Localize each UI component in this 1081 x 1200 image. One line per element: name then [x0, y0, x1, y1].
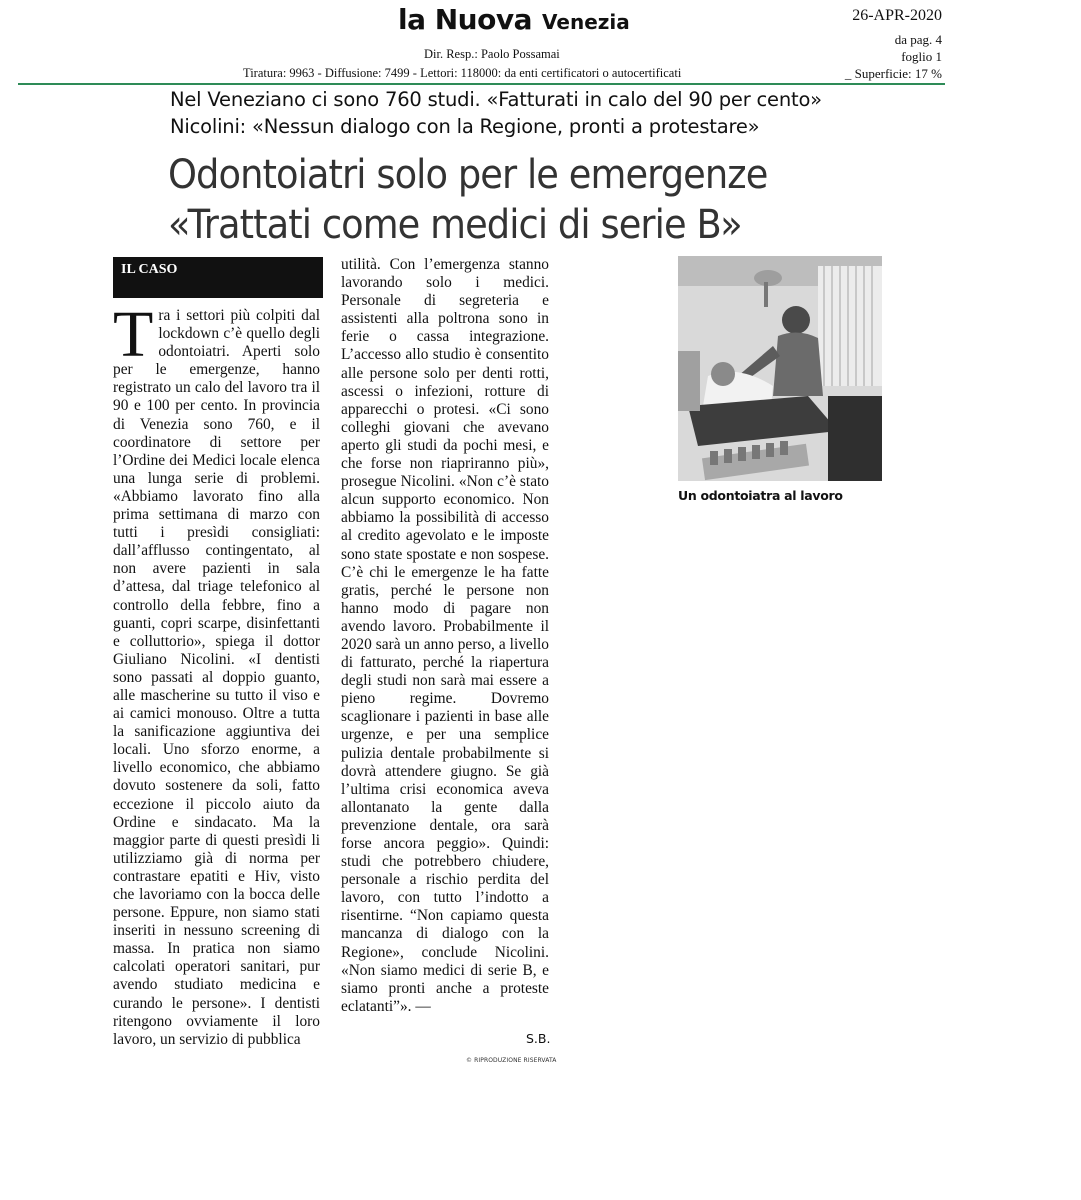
newspaper-masthead	[398, 3, 630, 36]
dentist-photo	[678, 256, 882, 481]
director-line: Dir. Resp.: Paolo Possamai	[424, 47, 560, 61]
clipping-page: da pag. 4	[894, 32, 942, 47]
newspaper-edition: Venezia	[542, 10, 630, 34]
article-column-2: utilità. Con l’emergenza stanno lavorando solo i medici. Personale di segreteria e assistenti alla poltrona sono in ferie o cassa integrazione. L’accesso allo studio è consentito alle persone solo per denti rotti, ascessi o infezioni, rotture di apparecchi o protesi. «Ci sono colleghi giovani che avevano aperto gli studi da pochi mesi, e che forse non riapriranno più», prosegue Nicolini. «Non c’è stato alcun supporto economico. Non abbiamo la possibilità di accesso al credito agevolato e le imposte sono state spostate e non sospese. C’è chi le emergenze le ha fatte gratis, perché le persone non hanno modo di pagare non avendo lavoro. Probabilmente il 2020 sarà un anno perso, a livello di fatturato, perché la riapertura degli studi non sarà mai essere a pieno regime. Dovremo scaglionare i pazienti in base alle urgenze, e per una semplice pulizia dentale probabilmente si dovrà attendere giugno. Se già l’ultima crisi economica aveva allontanato la gente dalla prevenzione dentale, ora sarà forse ancora peggio». Quindi: studi che potrebbero chiudere, personale a rischio perdita del lavoro, con tutto l’indotto a risentirne. “Non capiamo questa mancanza di dialogo con la Regione», conclude Nicolini. «Non siamo medici di serie B, e siamo pronti anche a proteste eclatanti”». —	[341, 256, 549, 1015]
clipping-sheet: foglio 1	[901, 49, 942, 64]
headline-line-1: Odontoiatri solo per le emergenze	[168, 152, 768, 198]
drop-cap: T	[113, 298, 154, 371]
newspaper-name: la Nuova	[398, 3, 532, 36]
header-divider	[18, 83, 945, 85]
author-initials: S.B.	[526, 1031, 551, 1046]
kicker-line-1: Nel Veneziano ci sono 760 studi. «Fatturati in calo del 90 per cento»	[170, 88, 822, 111]
section-label: IL CASO	[121, 262, 178, 277]
photo-caption: Un odontoiatra al lavoro	[678, 488, 843, 503]
clipping-date: 26-APR-2020	[852, 7, 942, 24]
kicker-line-2: Nicolini: «Nessun dialogo con la Regione, pronti a protestare»	[170, 115, 760, 138]
copyright-notice: © RIPRODUZIONE RISERVATA	[466, 1057, 557, 1064]
circulation-line: Tiratura: 9963 - Diffusione: 7499 - Lettori: 118000: da enti certificatori o autocertificati	[243, 66, 682, 80]
article-column-1-text: ra i settori più colpiti dal lockdown c’è quello degli odontoiatri. Aperti solo per le emergenze, hanno registrato un calo del lavoro tra il 90 e 100 per cento. In provincia di Venezia sono 760, e il coordinatore di settore per l’Ordine dei Medici locale elenca una lunga serie di problemi. «Abbiamo lavorato fino alla prima settimana di marzo con tutti i presìdi consigliati: dall’afflusso contingentato, al non avere pazienti in sala d’attesa, dal triage telefonico al controllo della febbre, fino a guanti, copri scarpe, disinfettanti e colluttorio», spiega il dottor Giuliano Nicolini. «I dentisti sono passati al doppio guanto, alle mascherine su tutto il viso e ai camici monouso. Oltre a tutta la sanificazione aggiuntiva dei locali. Uno sforzo enorme, a livello economico, che abbiamo dovuto sostenere da soli, fatto eccezione il piccolo aiuto da Ordine e sindacato. Ma la maggior parte di questi presìdi li utilizziamo già di norma per contrastare epatiti e Hiv, visto che lavoriamo con la bocca delle persone. Eppure, non siamo stati inseriti in nessuno screening di massa. In pratica non siamo calcolati operatori sanitari, pur avendo studiato medicina e curando le persone». I dentisti ritengono ovviamente il loro lavoro, un servizio di pubblica	[113, 307, 320, 1048]
article-column-1	[113, 298, 320, 1049]
clipping-surface: _ Superficie: 17 %	[844, 66, 942, 81]
headline-line-2: «Trattati come medici di serie B»	[168, 202, 742, 248]
